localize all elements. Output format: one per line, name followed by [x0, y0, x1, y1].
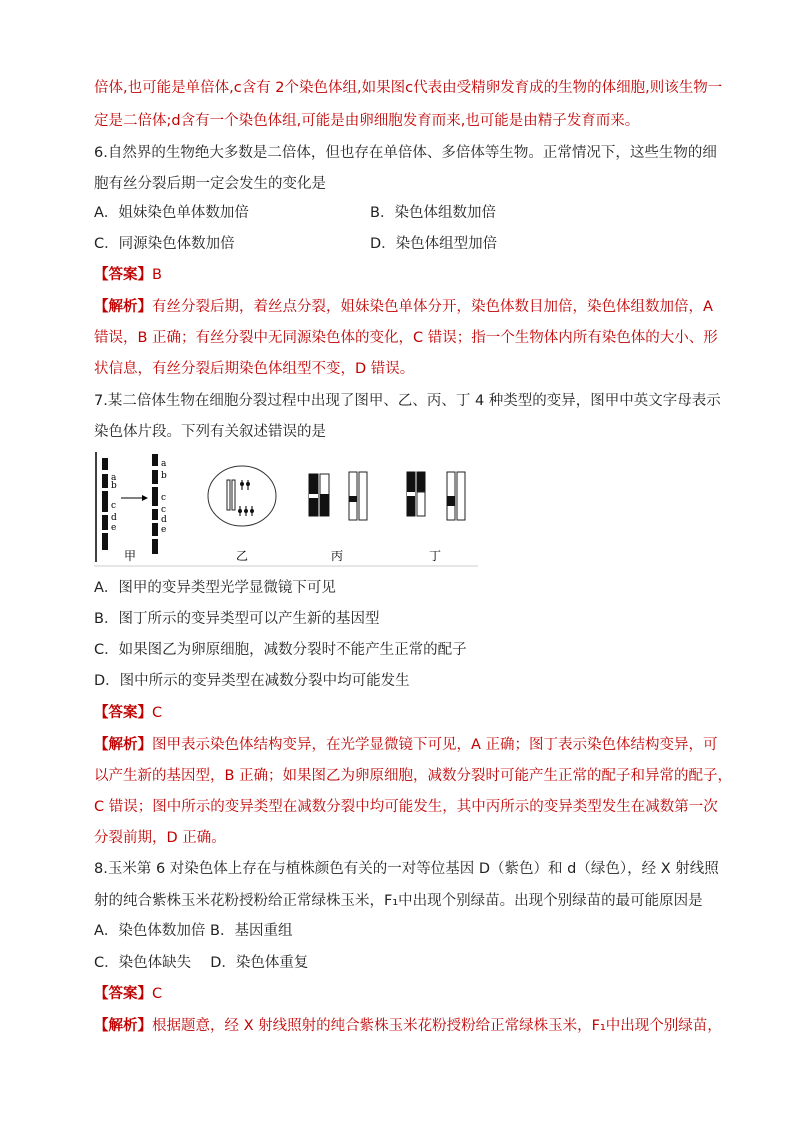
- chrom-letter-c: c: [161, 493, 167, 503]
- chrom-letter-a: a: [111, 473, 117, 483]
- answer-value: B: [152, 267, 162, 283]
- q7-option-c: C．如果图乙为卵原细胞，减数分裂时不能产生正常的配子: [94, 642, 467, 658]
- q8-stem-line-1: 8.玉米第 6 对染色体上存在与植株颜色有关的一对等位基因 D（紫色）和 d（绿色），经 X 射线照: [94, 861, 719, 877]
- answer-tag: 【答案】: [94, 705, 152, 721]
- chrom-letter-e: e: [111, 523, 117, 533]
- analysis-tag: 【解析】: [94, 737, 152, 753]
- q6-option-a: A．姐妹染色单体数加倍: [94, 205, 249, 221]
- figure-yi: [208, 466, 276, 526]
- intro-line-2: 定是二倍体;d含有一个染色体组,可能是由卵细胞发育而来,也可能是由精子发育而来。: [94, 113, 640, 129]
- q6-analysis-line-3: 状信息，有丝分裂后期染色体组型不变，D 错误。: [94, 361, 415, 377]
- q7-stem-line-1: 7.某二倍体生物在细胞分裂过程中出现了图甲、乙、丙、丁 4 种类型的变异，图甲中英文字母表示: [94, 393, 721, 409]
- analysis-text: 图甲表示染色体结构变异，在光学显微镜下可见，A 正确；图丁表示染色体结构变异，可: [152, 737, 718, 753]
- q6-stem-line-2: 胞有丝分裂后期一定会发生的变化是: [94, 176, 326, 192]
- arrow-icon: [142, 495, 148, 501]
- q8-options-cd: C．染色体缺失 D．染色体重复: [94, 955, 309, 971]
- q7-option-a: A．图甲的变异类型光学显微镜下可见: [94, 580, 336, 596]
- q7-analysis-line-2: 以产生新的基因型，B 正确；如果图乙为卵原细胞，减数分裂时可能产生正常的配子和异常的配子，: [94, 768, 733, 784]
- figure-label-jia: 甲: [124, 549, 137, 563]
- q6-stem-line-1: 6.自然界的生物绝大多数是二倍体，但也存在单倍体、多倍体等生物。正常情况下，这些生物的细: [94, 145, 717, 161]
- chrom-letter-b: b: [111, 481, 117, 491]
- chrom-letter-b: b: [161, 471, 167, 481]
- analysis-tag: 【解析】: [94, 299, 152, 315]
- q7-option-d: D．图中所示的变异类型在减数分裂中均可能发生: [94, 673, 410, 689]
- figure-label-bing: 丙: [331, 549, 344, 563]
- analysis-text: 有丝分裂后期，着丝点分裂，姐妹染色单体分开，染色体数目加倍，染色体组数加倍，A: [152, 299, 713, 315]
- chrom-letter-d: d: [111, 513, 117, 523]
- answer-tag: 【答案】: [94, 986, 152, 1002]
- q8-stem-line-2: 射的纯合紫株玉米花粉授粉给正常绿株玉米，F₁中出现个别绿苗。出现个别绿苗的最可能原因是: [94, 893, 703, 909]
- q7-option-b: B．图丁所示的变异类型可以产生新的基因型: [94, 611, 380, 627]
- q6-analysis-line-2: 错误，B 正确；有丝分裂中无同源染色体的变化，C 错误；指一个生物体内所有染色体的大小、形: [94, 330, 718, 346]
- q6-option-b: B．染色体组数加倍: [370, 205, 496, 221]
- figure-jia: [96, 452, 167, 562]
- q6-option-d: D．染色体组型加倍: [370, 236, 498, 252]
- answer-tag: 【答案】: [94, 267, 152, 283]
- chrom-letter-c: c: [111, 501, 117, 511]
- figure-bing: [309, 472, 367, 520]
- figure-ding: [407, 472, 465, 520]
- figure-label-ding: 丁: [429, 549, 442, 563]
- chrom-letter-d: d: [161, 515, 167, 525]
- q7-analysis-line-4: 分裂前期，D 正确。: [94, 830, 226, 846]
- figure-label-yi: 乙: [236, 549, 249, 563]
- answer-value: C: [152, 986, 163, 1002]
- chrom-letter-c: c: [161, 505, 167, 515]
- q8-analysis-line-1: [94, 1016, 722, 1036]
- q6-analysis-line-1: [94, 297, 713, 317]
- chromosome-variation-figure: [94, 450, 478, 568]
- q7-stem-line-2: 染色体片段。下列有关叙述错误的是: [94, 424, 326, 440]
- q7-analysis-line-3: C 错误；图中所示的变异类型在减数分裂中均可能发生，其中丙所示的变异类型发生在减数第一次: [94, 799, 718, 815]
- intro-line-1: 倍体,也可能是单倍体,c含有 2个染色体组,如果图c代表由受精卵发育成的生物的体细胞,则该生物一: [94, 80, 723, 96]
- q6-answer: [94, 265, 162, 285]
- q8-options-ab: A．染色体数加倍 B．基因重组: [94, 923, 293, 939]
- q6-option-c: C．同源染色体数加倍: [94, 236, 235, 252]
- q7-analysis-line-1: [94, 735, 718, 755]
- q7-answer: [94, 703, 162, 723]
- analysis-tag: 【解析】: [94, 1018, 152, 1034]
- q8-answer: [94, 984, 162, 1004]
- chrom-letter-e: e: [161, 525, 167, 535]
- answer-value: C: [152, 705, 163, 721]
- analysis-text: 根据题意，经 X 射线照射的纯合紫株玉米花粉授粉给正常绿株玉米，F₁中出现个别绿苗，: [152, 1018, 722, 1034]
- chrom-letter-a: a: [161, 459, 167, 469]
